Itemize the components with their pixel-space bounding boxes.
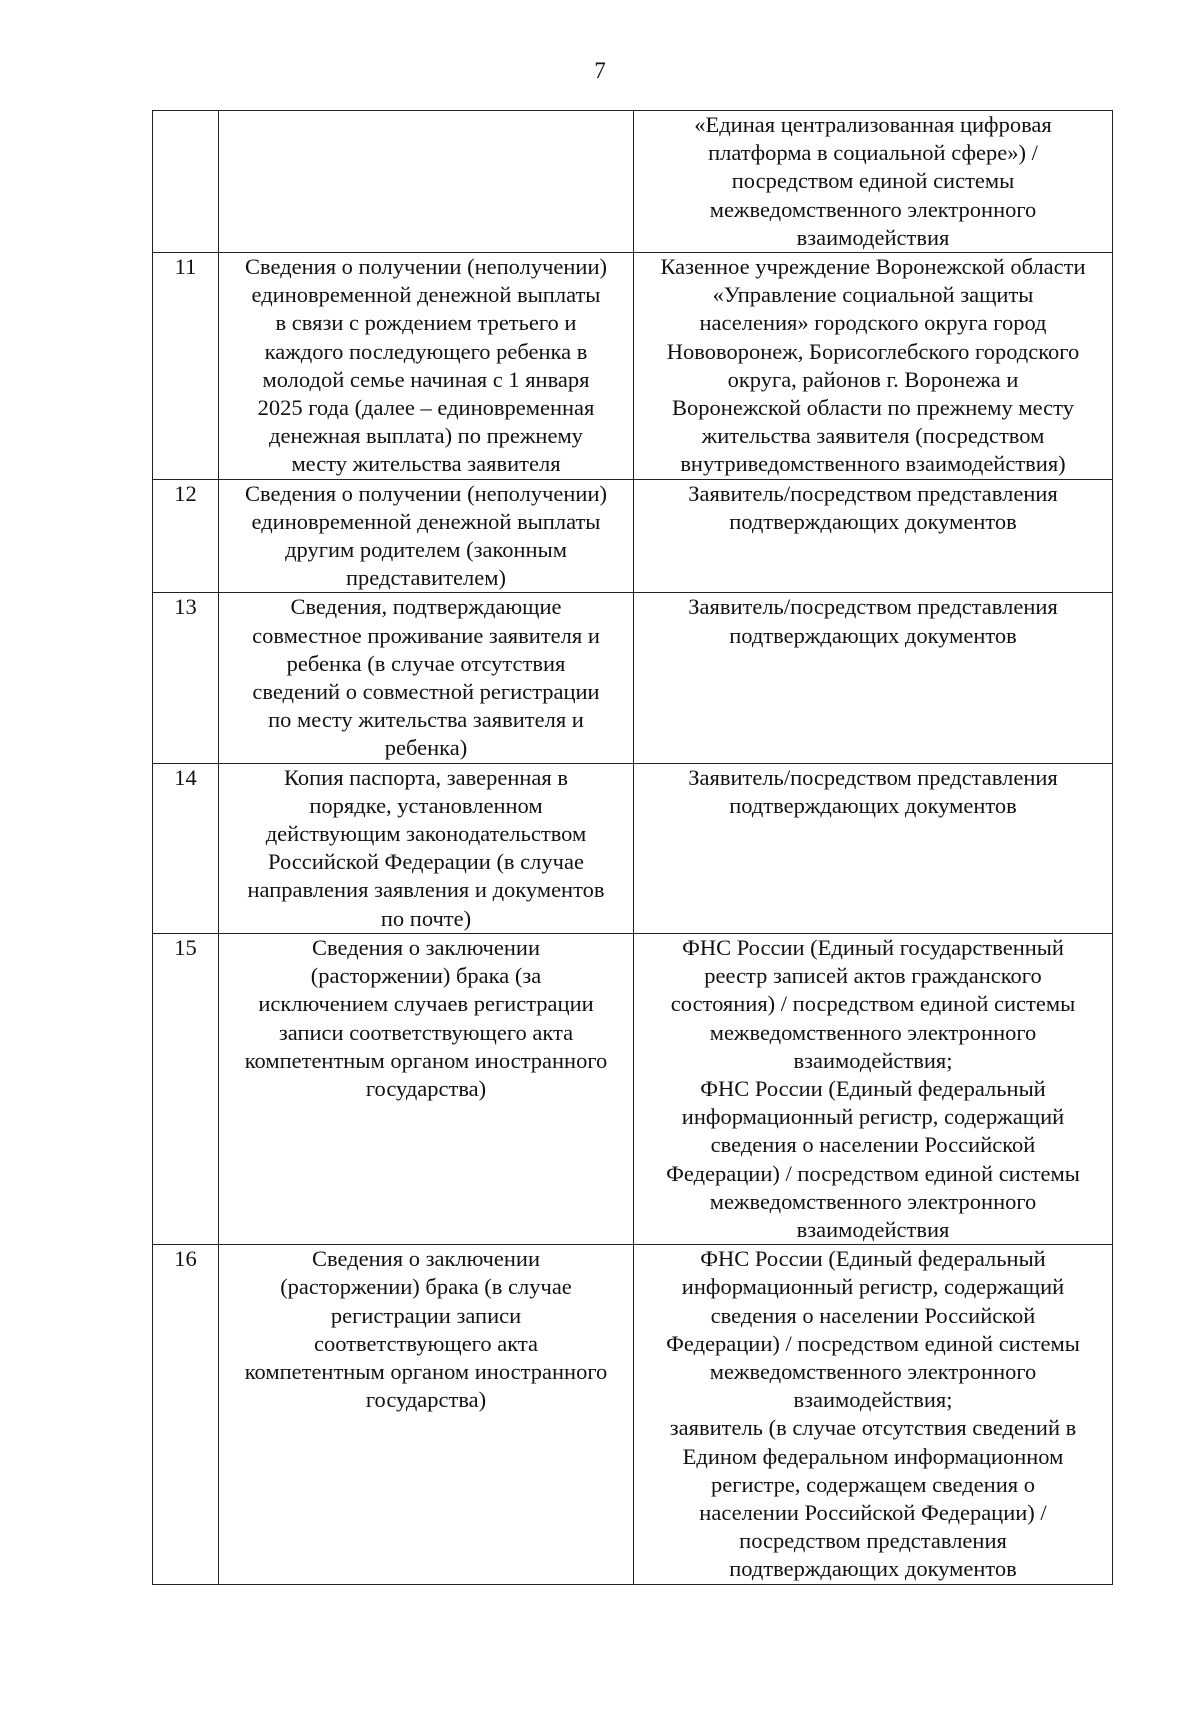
row-number: 11	[153, 253, 219, 480]
source-cell: Заявитель/посредством представления подтверждающих документов	[634, 763, 1113, 933]
row-number: 15	[153, 933, 219, 1244]
table-row	[153, 111, 1113, 253]
row-number: 16	[153, 1245, 219, 1584]
row-number: 13	[153, 593, 219, 763]
row-number	[153, 111, 219, 253]
page-number: 7	[594, 58, 606, 83]
information-cell	[219, 111, 634, 253]
table-row	[153, 763, 1113, 933]
source-cell: ФНС России (Единый государственный реестр записей актов гражданского состояния) / посредством единой системы межведомственного электронного взаимодействия; ФНС России (Единый федеральный информационный регистр, содержащий сведения о населении Российской Федерации) / посредством единой системы межведомственного электронного взаимодействия	[634, 933, 1113, 1244]
information-cell: Сведения о заключении (расторжении) брака (за исключением случаев регистрации записи соответствующего акта компетентным органом иностранного государства)	[219, 933, 634, 1244]
document-table	[152, 110, 1113, 1585]
source-cell: «Единая централизованная цифровая платформа в социальной сфере») / посредством единой системы межведомственного электронного взаимодействия	[634, 111, 1113, 253]
table-row	[153, 1245, 1113, 1584]
row-number: 12	[153, 479, 219, 593]
source-cell: ФНС России (Единый федеральный информационный регистр, содержащий сведения о населении Российской Федерации) / посредством единой системы межведомственного электронного взаимодействия; заявитель (в случае отсутствия сведений в Едином федеральном информационном регистре, содержащем сведения о населении Российской Федерации) / посредством представления подтверждающих документов	[634, 1245, 1113, 1584]
information-cell: Сведения о получении (неполучении) единовременной денежной выплаты другим родителем (законным представителем)	[219, 479, 634, 593]
table-row	[153, 933, 1113, 1244]
information-cell: Сведения о заключении (расторжении) брака (в случае регистрации записи соответствующего акта компетентным органом иностранного государства)	[219, 1245, 634, 1584]
information-cell: Копия паспорта, заверенная в порядке, установленном действующим законодательством Российской Федерации (в случае направления заявления и документов по почте)	[219, 763, 634, 933]
source-cell: Заявитель/посредством представления подтверждающих документов	[634, 593, 1113, 763]
information-cell: Сведения о получении (неполучении) единовременной денежной выплаты в связи с рождением третьего и каждого последующего ребенка в молодой семье начиная с 1 января 2025 года (далее – единовременная денежная выплата) по прежнему месту жительства заявителя	[219, 253, 634, 480]
table-row	[153, 253, 1113, 480]
source-cell: Казенное учреждение Воронежской области «Управление социальной защиты населения» городского округа город Нововоронеж, Борисоглебского городского округа, районов г. Воронежа и Воронежской области по прежнему месту жительства заявителя (посредством внутриведомственного взаимодействия)	[634, 253, 1113, 480]
table-row	[153, 593, 1113, 763]
table-row	[153, 479, 1113, 593]
information-cell: Сведения, подтверждающие совместное проживание заявителя и ребенка (в случае отсутствия сведений о совместной регистрации по месту жительства заявителя и ребенка)	[219, 593, 634, 763]
row-number: 14	[153, 763, 219, 933]
source-cell: Заявитель/посредством представления подтверждающих документов	[634, 479, 1113, 593]
